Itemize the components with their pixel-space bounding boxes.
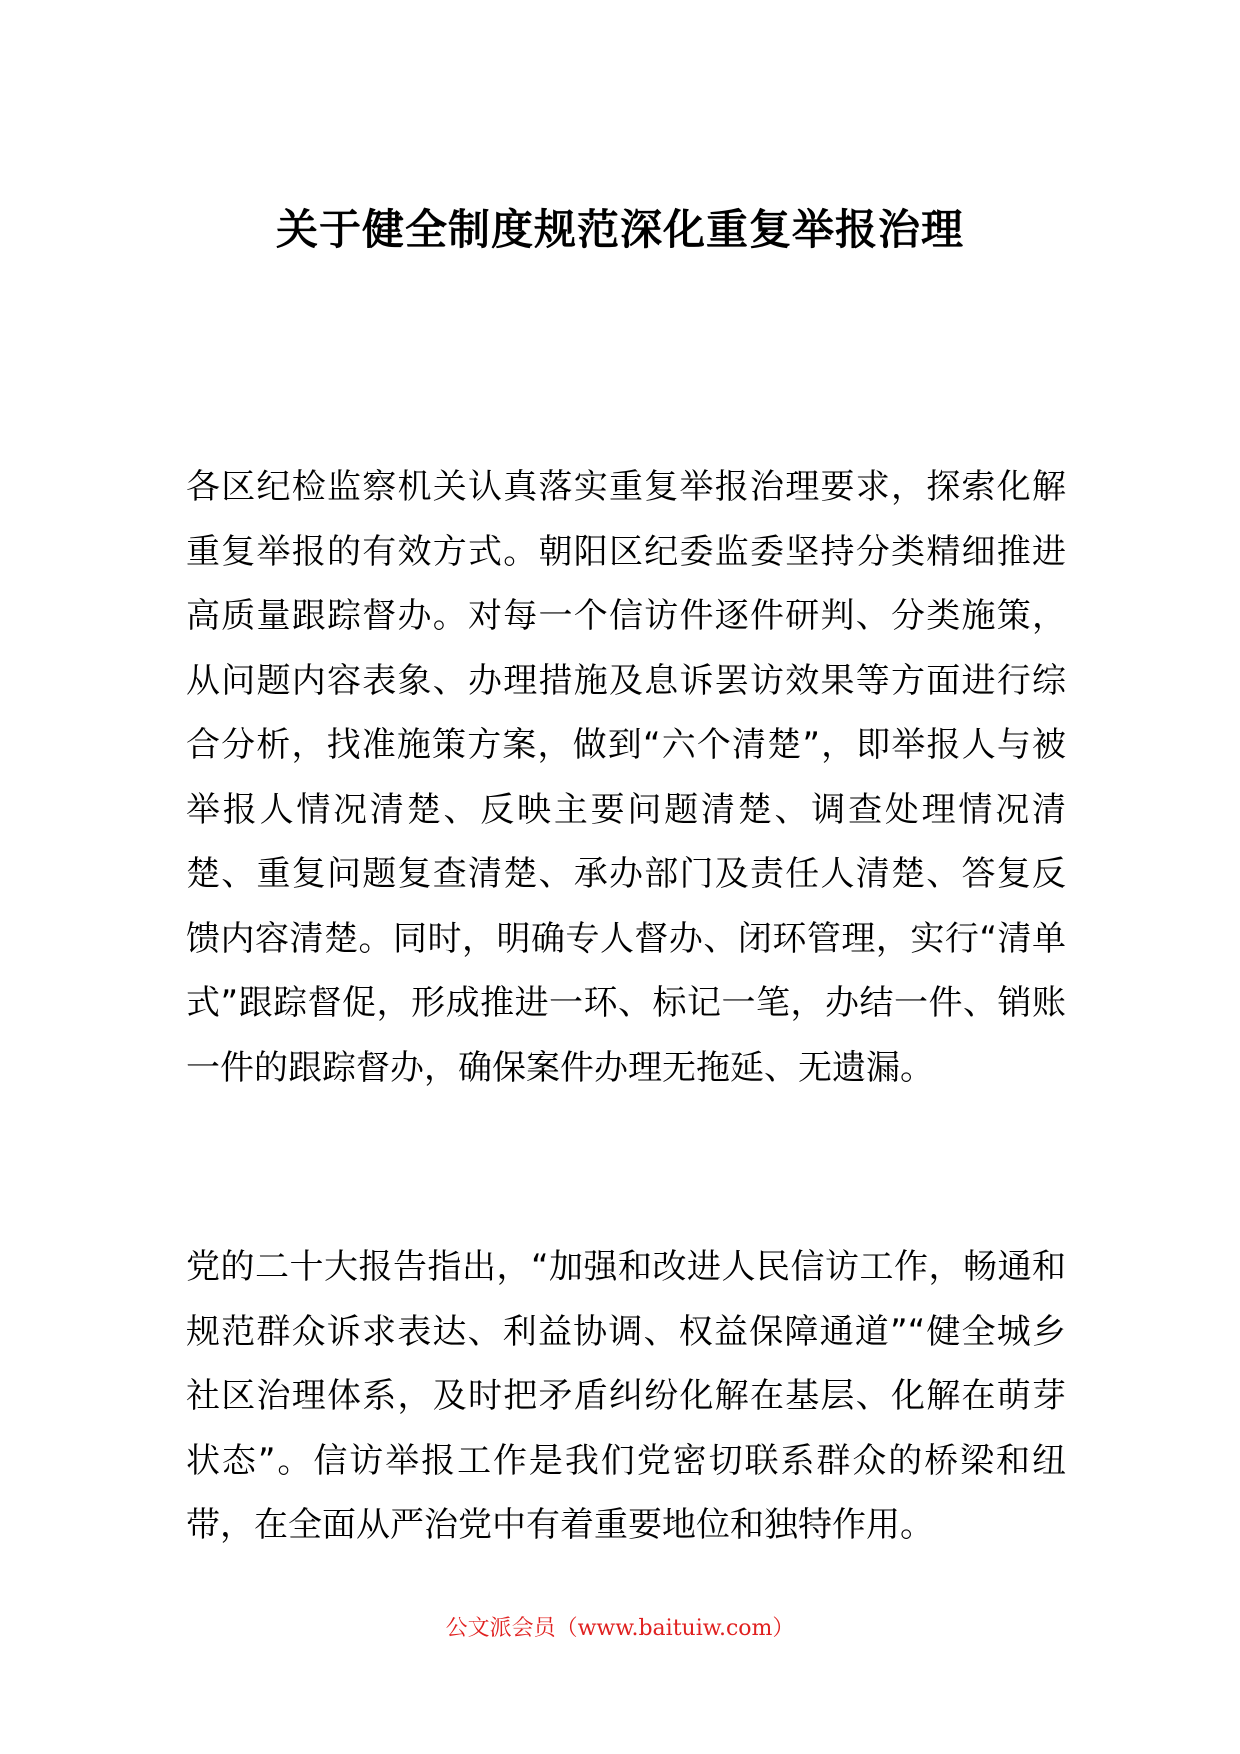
footer-watermark: 公文派会员（www.baituiw.com） xyxy=(445,1616,795,1641)
paragraph-2: 党的二十大报告指出，“加强和改进人民信访工作，畅通和规范群众诉求表达、利益协调、权益保障通道”“健全城乡社区治理体系，及时把矛盾纠纷化解在基层、化解在萌芽状态”。信访举报工作是我们党密切联系群众的桥梁和纽带，在全面从严治党中有着重要地位和独特作用。 xyxy=(186,1247,1066,1545)
paragraph-1: 各区纪检监察机关认真落实重复举报治理要求，探索化解重复举报的有效方式。朝阳区纪委监委坚持分类精细推进高质量跟踪督办。对每一个信访件逐件研判、分类施策，从问题内容表象、办理措施及息诉罢访效果等方面进行综合分析，找准施策方案，做到“六个清楚”，即举报人与被举报人情况清楚、反映主要问题清楚、调查处理情况清楚、重复问题复查清楚、承办部门及责任人清楚、答复反馈内容清楚。同时，明确专人督办、闭环管理，实行“清单式”跟踪督促，形成推进一环、标记一笔，办结一件、销账一件的跟踪督办，确保案件办理无拖延、无遗漏。 xyxy=(186,467,1066,1088)
document-title: 关于健全制度规范深化重复举报治理 xyxy=(275,205,964,254)
